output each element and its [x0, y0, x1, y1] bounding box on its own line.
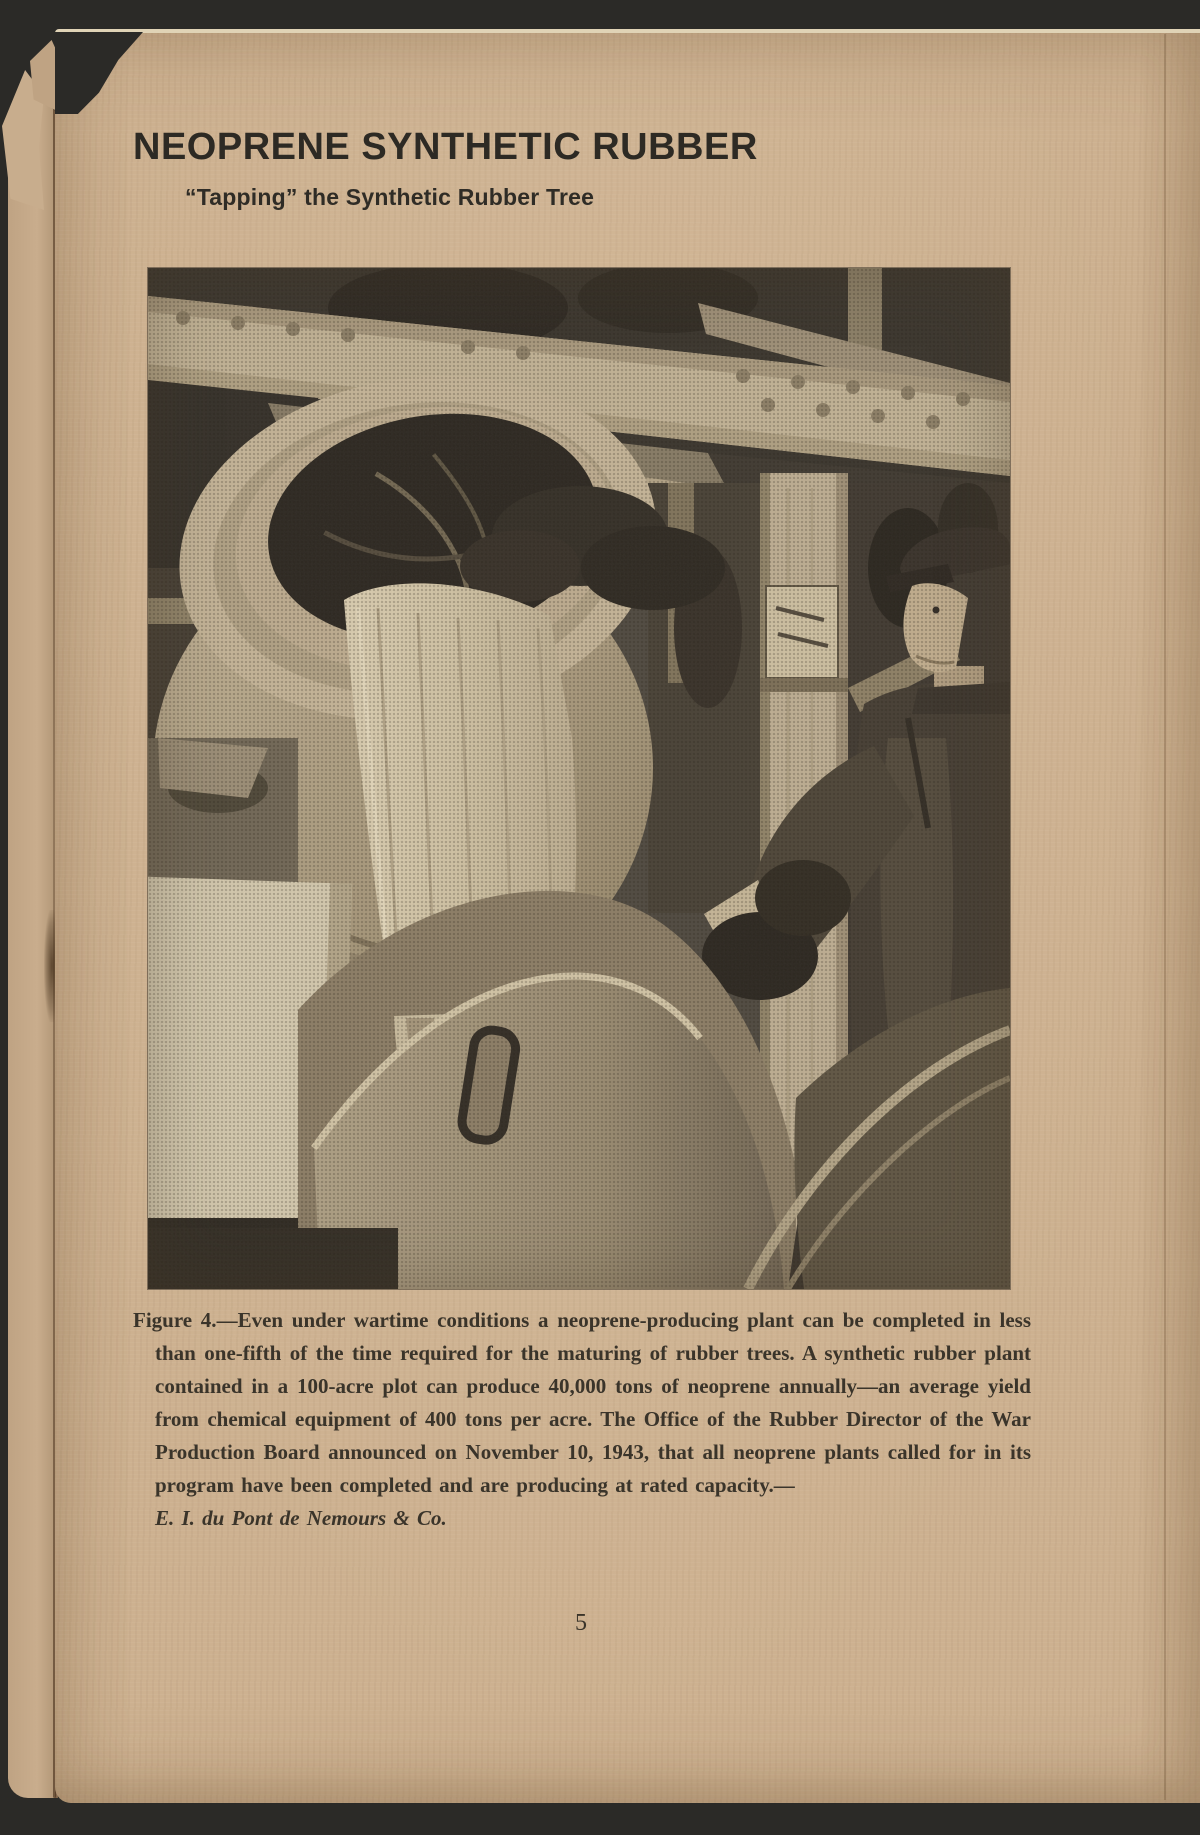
figure-caption-credit: E. I. du Pont de Nemours & Co.: [155, 1506, 447, 1530]
photo-illustration: [148, 268, 1010, 1289]
figure-photo: [148, 268, 1010, 1289]
page-number: 5: [575, 1610, 587, 1636]
page-fore-edge-line: [1164, 34, 1166, 1800]
page-subtitle: “Tapping” the Synthetic Rubber Tree: [185, 184, 595, 210]
page-title: NEOPRENE SYNTHETIC RUBBER: [133, 126, 758, 168]
book-page: [55, 32, 1200, 1803]
figure-caption: [133, 1304, 1031, 1535]
figure-caption-label: Figure 4.: [133, 1308, 217, 1332]
page-stack-top-edge: [55, 29, 1200, 33]
figure-caption-body: —Even under wartime conditions a neoprene-producing plant can be completed in less than one-fifth of the time required for the maturing of rubber trees. A synthetic rubber plant contained in a 100-acre plot can produce 40,000 tons of neoprene annually—an average yield from chemical equipment of 400 tons per acre. The Office of the Rubber Director of the War Production Board announced on November 10, 1943, that all neoprene plants called for in its program have been completed and are producing at rated capacity.—: [155, 1308, 1031, 1497]
